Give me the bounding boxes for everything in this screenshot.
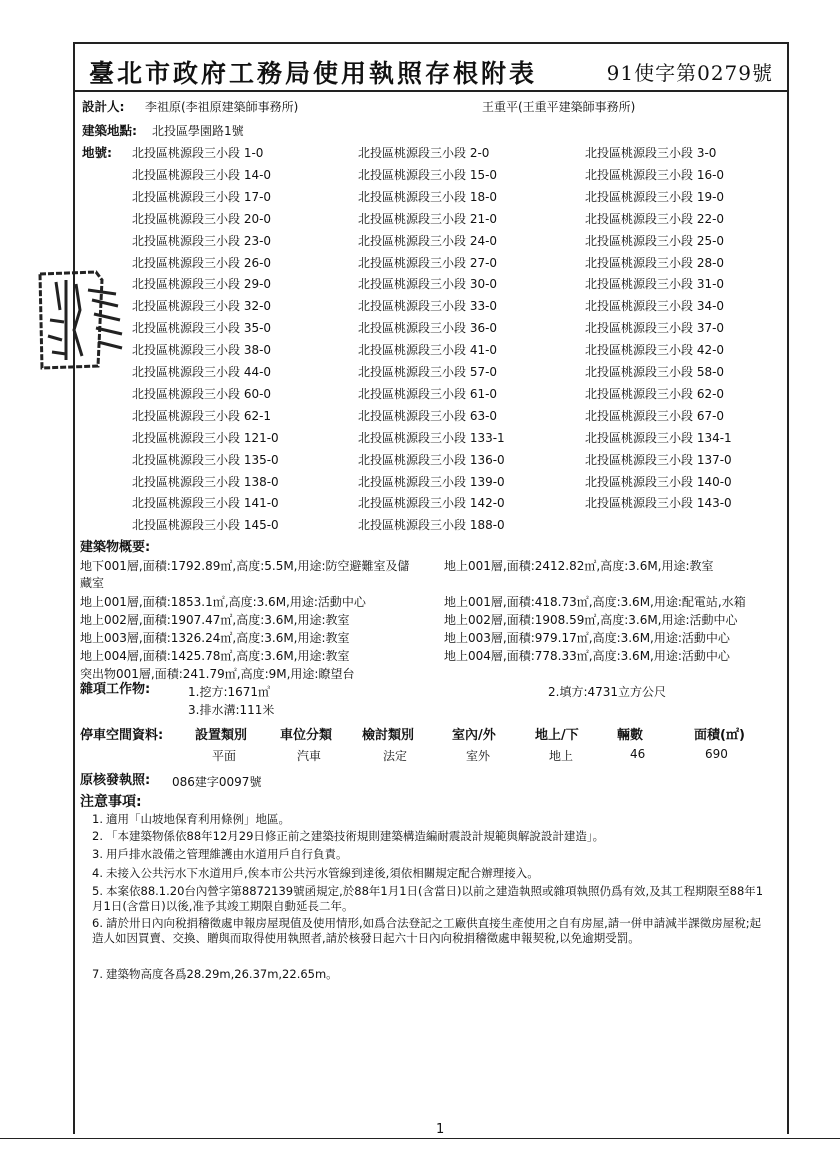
official-seal-stamp bbox=[36, 270, 128, 370]
misc-works-label: 雜項工作物: bbox=[80, 682, 151, 697]
bottom-rule bbox=[0, 1138, 840, 1139]
building-overview-label: 建築物概要: bbox=[80, 540, 151, 555]
lot-entry: 北投區桃源段三小段 137-0 bbox=[585, 452, 732, 467]
designer-label: 設計人: bbox=[82, 99, 125, 114]
note-item bbox=[92, 812, 772, 827]
lot-entry: 北投區桃源段三小段 67-0 bbox=[585, 408, 725, 423]
note-number: 4. bbox=[92, 866, 103, 880]
lot-entry: 北投區桃源段三小段 37-0 bbox=[585, 321, 725, 336]
parking-value-cell: 平面 bbox=[212, 749, 237, 763]
lot-entry: 北投區桃源段三小段 188-0 bbox=[358, 518, 505, 533]
lot-entry: 北投區桃源段三小段 136-0 bbox=[358, 452, 505, 467]
note-number: 1. bbox=[92, 812, 103, 826]
lot-entry: 北投區桃源段三小段 36-0 bbox=[358, 321, 498, 336]
lot-entry: 北投區桃源段三小段 26-0 bbox=[132, 255, 272, 270]
notes-label: 注意事項: bbox=[80, 794, 142, 810]
building-floor-entry: 地上001層,面積:1853.1㎡,高度:3.6M,用途:活動中心 bbox=[80, 595, 366, 609]
parking-label: 停車空間資料: bbox=[80, 728, 164, 743]
parking-value-cell: 690 bbox=[705, 747, 728, 761]
lot-entry: 北投區桃源段三小段 44-0 bbox=[132, 365, 272, 379]
lot-entry: 北投區桃源段三小段 34-0 bbox=[585, 299, 725, 314]
parking-header-cell: 面積(㎡) bbox=[694, 728, 745, 743]
lot-label: 地號: bbox=[82, 145, 112, 160]
lot-entry: 北投區桃源段三小段 19-0 bbox=[585, 189, 725, 204]
lot-entry: 北投區桃源段三小段 143-0 bbox=[585, 496, 732, 511]
lot-entry: 北投區桃源段三小段 142-0 bbox=[358, 496, 505, 511]
note-number: 7. bbox=[92, 967, 103, 981]
lot-entry: 北投區桃源段三小段 133-1 bbox=[358, 430, 505, 445]
lot-entry: 北投區桃源段三小段 145-0 bbox=[132, 518, 279, 533]
lot-entry: 北投區桃源段三小段 15-0 bbox=[358, 167, 498, 182]
original-license-value: 086建字0097號 bbox=[172, 775, 262, 789]
lot-entry: 北投區桃源段三小段 62-0 bbox=[585, 386, 725, 401]
designer-2: 王重平(王重平建築師事務所) bbox=[482, 100, 636, 114]
site-address: 北投區學園路1號 bbox=[152, 124, 244, 138]
lot-entry: 北投區桃源段三小段 20-0 bbox=[132, 211, 272, 226]
site-label: 建築地點: bbox=[82, 123, 137, 138]
lot-entry: 北投區桃源段三小段 35-0 bbox=[132, 321, 272, 336]
lot-entry: 北投區桃源段三小段 135-0 bbox=[132, 452, 279, 467]
note-number: 6. bbox=[92, 916, 103, 930]
lot-entry: 北投區桃源段三小段 61-0 bbox=[358, 386, 498, 401]
parking-value-cell: 46 bbox=[630, 747, 646, 761]
building-floor-entry: 地上004層,面積:778.33㎡,高度:3.6M,用途:活動中心 bbox=[444, 649, 730, 663]
parking-value-cell: 地上 bbox=[549, 749, 574, 763]
lot-entry: 北投區桃源段三小段 14-0 bbox=[132, 167, 272, 182]
lot-entry: 北投區桃源段三小段 57-0 bbox=[358, 365, 498, 379]
building-floor-entry: 地上003層,面積:979.17㎡,高度:3.6M,用途:活動中心 bbox=[444, 631, 730, 645]
lot-entry: 北投區桃源段三小段 3-0 bbox=[585, 146, 717, 160]
lot-entry: 北投區桃源段三小段 139-0 bbox=[358, 474, 505, 489]
lot-entry: 北投區桃源段三小段 58-0 bbox=[585, 365, 725, 379]
lot-entry: 北投區桃源段三小段 23-0 bbox=[132, 233, 272, 248]
lot-entry: 北投區桃源段三小段 28-0 bbox=[585, 255, 725, 270]
lot-entry: 北投區桃源段三小段 33-0 bbox=[358, 299, 498, 314]
parking-value-cell: 法定 bbox=[383, 749, 408, 763]
lot-entry: 北投區桃源段三小段 31-0 bbox=[585, 277, 725, 292]
note-text: 未接入公共污水下水道用戶,俟本市公共污水管線到達後,須依相關規定配合辦理接入。 bbox=[106, 866, 539, 880]
lot-entry: 北投區桃源段三小段 38-0 bbox=[132, 343, 272, 358]
lot-entry: 北投區桃源段三小段 140-0 bbox=[585, 474, 732, 489]
parking-header-cell: 設置類別 bbox=[195, 728, 248, 743]
lot-entry: 北投區桃源段三小段 60-0 bbox=[132, 386, 272, 401]
page-title: 臺北市政府工務局使用執照存根附表 bbox=[89, 59, 538, 88]
building-floor-entry: 地上001層,面積:2412.82㎡,高度:3.6M,用途:教室 bbox=[444, 559, 714, 573]
parking-value-cell: 室外 bbox=[466, 749, 491, 763]
note-item bbox=[92, 866, 772, 881]
note-item bbox=[92, 884, 772, 914]
page-number: 1 bbox=[436, 1122, 445, 1137]
lot-entry: 北投區桃源段三小段 24-0 bbox=[358, 233, 498, 248]
lot-entry: 北投區桃源段三小段 32-0 bbox=[132, 299, 272, 314]
building-floor-entry: 地上002層,面積:1908.59㎡,高度:3.6M,用途:活動中心 bbox=[444, 613, 738, 627]
parking-header-cell: 檢討類別 bbox=[362, 728, 415, 743]
lot-entry: 北投區桃源段三小段 121-0 bbox=[132, 430, 279, 445]
building-floor-entry: 地上002層,面積:1907.47㎡,高度:3.6M,用途:教室 bbox=[80, 613, 350, 627]
parking-header-cell: 地上/下 bbox=[535, 728, 579, 743]
misc-item-excavation: 1.挖方:1671㎥ bbox=[188, 685, 271, 699]
lot-entry: 北投區桃源段三小段 29-0 bbox=[132, 277, 272, 292]
note-number: 3. bbox=[92, 847, 103, 861]
note-text: 「本建築物係依88年12月29日修正前之建築技術規則建築構造編耐震設計規範與解說設計建造」。 bbox=[106, 829, 605, 843]
misc-item-drainage: 3.排水溝:111米 bbox=[188, 703, 275, 717]
lot-entry: 北投區桃源段三小段 16-0 bbox=[585, 167, 725, 182]
note-text: 建築物高度各爲28.29m,26.37m,22.65m。 bbox=[106, 967, 338, 981]
note-item bbox=[92, 967, 772, 982]
lot-entry: 北投區桃源段三小段 134-1 bbox=[585, 430, 732, 445]
note-text: 請於卅日內向稅捐稽徵處申報房屋現值及使用情形,如爲合法登記之工廠供直接生產使用之自有房屋,請一併申請減半課徵房屋稅;起造人如因買賣、交換、贈與而取得使用執照者,請於核發日起六十日內向稅捐稽徵處申報契稅,以免逾期受罰。 bbox=[92, 916, 762, 945]
building-floor-entry: 地上004層,面積:1425.78㎡,高度:3.6M,用途:教室 bbox=[80, 649, 350, 663]
lot-entry: 北投區桃源段三小段 30-0 bbox=[358, 277, 498, 292]
lot-entry: 北投區桃源段三小段 41-0 bbox=[358, 343, 498, 358]
lot-entry: 北投區桃源段三小段 141-0 bbox=[132, 496, 279, 511]
lot-entry: 北投區桃源段三小段 25-0 bbox=[585, 233, 725, 248]
building-floor-entry: 地上001層,面積:418.73㎡,高度:3.6M,用途:配電站,水箱 bbox=[444, 595, 746, 609]
parking-header-cell: 室內/外 bbox=[452, 728, 496, 743]
lot-entry: 北投區桃源段三小段 17-0 bbox=[132, 189, 272, 204]
parking-header-cell: 車位分類 bbox=[280, 728, 333, 743]
building-floor-entry: 地上003層,面積:1326.24㎡,高度:3.6M,用途:教室 bbox=[80, 631, 350, 645]
designer-1: 李祖原(李祖原建築師事務所) bbox=[145, 100, 299, 114]
lot-entry: 北投區桃源段三小段 27-0 bbox=[358, 255, 498, 270]
note-text: 本案依88.1.20台內營字第8872139號函規定,於88年1月1日(含當日)以前之建造執照或雜項執照仍爲有效,及其工程期限至88年1月1日(含當日)以後,准予其竣工期限自動延長二年。 bbox=[92, 884, 764, 913]
title-row bbox=[73, 42, 787, 92]
lot-entry: 北投區桃源段三小段 1-0 bbox=[132, 146, 264, 160]
lot-entry: 北投區桃源段三小段 22-0 bbox=[585, 211, 725, 226]
original-license-label: 原核發執照: bbox=[80, 773, 151, 788]
building-floor-entry: 地下001層,面積:1792.89㎡,高度:5.5M,用途:防空避難室及儲 bbox=[80, 559, 410, 573]
lot-entry: 北投區桃源段三小段 63-0 bbox=[358, 408, 498, 423]
lot-entry: 北投區桃源段三小段 18-0 bbox=[358, 189, 498, 204]
lot-entry: 北投區桃源段三小段 62-1 bbox=[132, 408, 272, 423]
misc-item-fill: 2.填方:4731立方公尺 bbox=[548, 685, 667, 699]
note-item bbox=[92, 916, 772, 946]
note-item bbox=[92, 829, 772, 844]
permit-number: 91使字第0279號 bbox=[606, 61, 773, 85]
note-item bbox=[92, 847, 772, 862]
lot-entry: 北投區桃源段三小段 138-0 bbox=[132, 474, 279, 489]
lot-entry: 北投區桃源段三小段 42-0 bbox=[585, 343, 725, 358]
parking-value-cell: 汽車 bbox=[297, 749, 322, 763]
building-floor-entry: 突出物001層,面積:241.79㎡,高度:9M,用途:瞭望台 bbox=[80, 667, 355, 681]
building-floor-entry: 藏室 bbox=[80, 576, 105, 590]
note-number: 2. bbox=[92, 829, 103, 843]
lot-entry: 北投區桃源段三小段 2-0 bbox=[358, 146, 490, 160]
note-text: 適用「山坡地保育利用條例」地區。 bbox=[106, 812, 290, 826]
note-text: 用戶排水設備之管理維護由水道用戶自行負責。 bbox=[106, 847, 348, 861]
lot-entry: 北投區桃源段三小段 21-0 bbox=[358, 211, 498, 226]
note-number: 5. bbox=[92, 884, 103, 898]
parking-header-cell: 輛數 bbox=[617, 728, 644, 743]
